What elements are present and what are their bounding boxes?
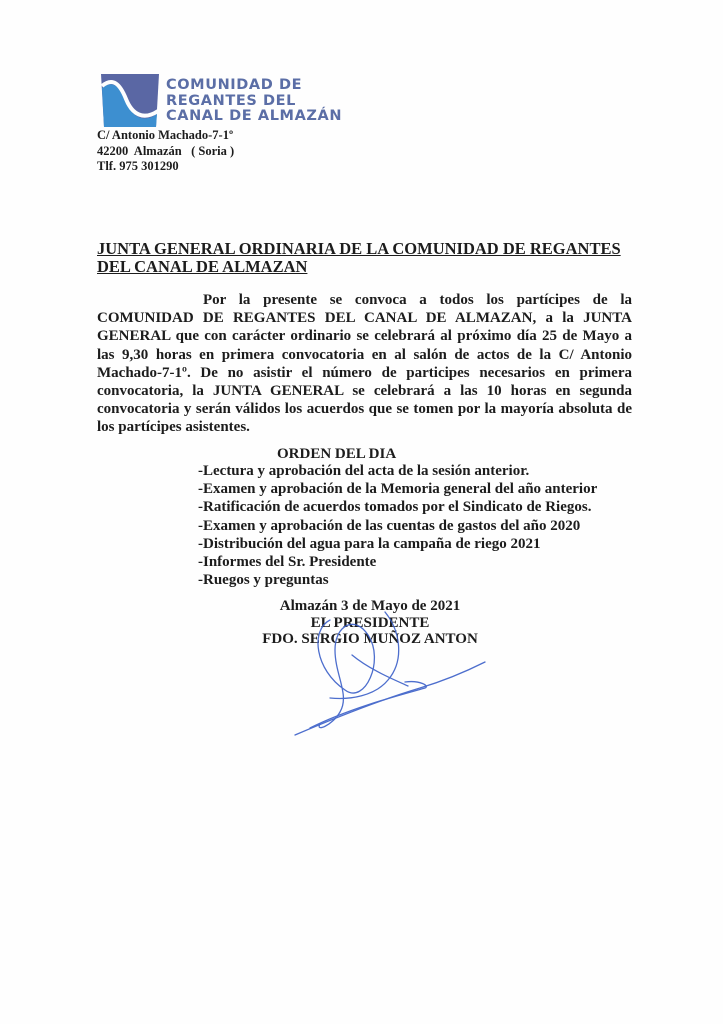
org-name-line: CANAL DE ALMAZÁN <box>166 108 343 124</box>
phone-number: Tlf. 975 301290 <box>97 159 179 173</box>
city-address: 42200 Almazán ( Soria ) <box>97 143 235 158</box>
agenda-item: -Examen y aprobación de las cuentas de gastos del año 2020 <box>198 517 581 534</box>
document-title: JUNTA GENERAL ORDINARIA DE LA COMUNIDAD DE REGANTES DEL CANAL DE ALMAZAN <box>97 239 621 276</box>
agenda-item: -Examen y aprobación de la Memoria general del año anterior <box>198 481 598 498</box>
agenda-item: -Ruegos y preguntas <box>198 572 329 589</box>
signatory-name: FDO. SERGIO MUÑOZ ANTON <box>262 631 478 647</box>
signatory-role: EL PRESIDENTE <box>310 614 430 631</box>
org-name-line: COMUNIDAD DE <box>166 77 303 93</box>
address-block <box>97 128 234 175</box>
agenda-list <box>198 462 597 589</box>
agenda-item: -Distribución del agua para la campaña de riego 2021 <box>198 535 541 552</box>
place-date: Almazán 3 de Mayo de 2021 <box>279 598 461 614</box>
agenda-item: -Lectura y aprobación del acta de la sesión anterior. <box>198 463 530 479</box>
street-address: C/ Antonio Machado-7-1º <box>97 128 234 142</box>
organization-name <box>166 78 342 125</box>
agenda-item: -Ratificación de acuerdos tomados por el Sindicato de Riegos. <box>198 499 592 516</box>
convocation-paragraph: Por la presente se convoca a todos los partícipes de la COMUNIDAD DE REGANTES DEL CANAL DE ALMAZAN, a la JUNTA GENERAL que con carácter ordinario se celebrará al próximo día 25 de Mayo a las 9,30 horas en primera convocatoria en al salón de actos de la C/ Antonio Machado-7-1º. De no asistir el número de participes necesarios en primera convocatoria, la JUNTA GENERAL se celebrará a las 10 horas en segunda convocatoria y serán válidos los acuerdos que se tomen por la mayoría absoluta de los partícipes asistentes. <box>97 292 632 436</box>
org-name-line: REGANTES DEL <box>166 92 296 109</box>
agenda-item: -Informes del Sr. Presidente <box>198 554 377 571</box>
agenda-heading: ORDEN DEL DIA <box>277 446 397 462</box>
wave-logo-icon <box>99 74 161 127</box>
signature-icon <box>290 600 490 745</box>
